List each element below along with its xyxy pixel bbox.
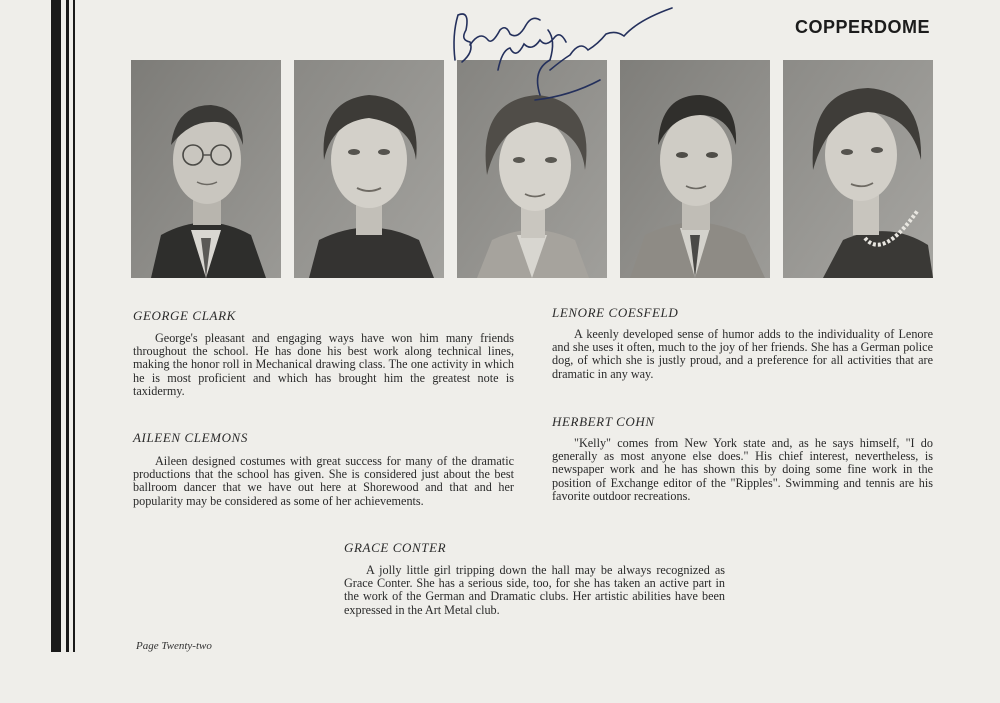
name-aileen-clemons: AILEEN CLEMONS (133, 430, 248, 445)
left-border-thin-rule (66, 0, 69, 652)
portrait-lenore-coesfeld (783, 60, 933, 278)
left-border-thin-rule-2 (73, 0, 75, 652)
name-grace-conter: GRACE CONTER (344, 540, 447, 555)
bio-george-clark: George's pleasant and engaging ways have won him many friends throughout the school. He has done his best work along technical lines, making the honor roll in Mechanical drawing class. The one activity in which he is most proficient and which has brought him the greatest note is taxidermy. (133, 331, 514, 398)
portrait-aileen-clemons (294, 60, 444, 278)
left-border-thick-rule (51, 0, 61, 652)
name-herbert-cohn: HERBERT COHN (552, 414, 655, 429)
portrait-george-clark (131, 60, 281, 278)
bio-aileen-clemons: Aileen designed costumes with great success for many of the dramatic productions that the school has given. She is considered just about the best ballroom dancer that we have out here at Shorewood and that and her popularity may be considered as some of her achievements. (133, 454, 514, 508)
bio-grace-conter: A jolly little girl tripping down the hall may be always recognized as Grace Conter. She has a serious side, too, for she has taken an active part in the work of the German and Dramatic clubs. Her artistic abilities have been expressed in the Art Metal club. (344, 563, 725, 617)
name-lenore-coesfeld: LENORE COESFELD (552, 305, 679, 320)
portrait-grace-conter (457, 60, 607, 278)
bio-lenore-coesfeld: A keenly developed sense of humor adds to the individuality of Lenore and she uses it often, much to the joy of her friends. She has a German police dog, of which she is justly proud, and a preference for all activities that are dramatic in any way. (552, 327, 933, 381)
page-number-label: Page Twenty-two (136, 640, 212, 652)
name-george-clark: GEORGE CLARK (133, 308, 236, 323)
bio-herbert-cohn: "Kelly" comes from New York state and, as he says himself, "I do generally as most anyone else does." His chief interest, nevertheless, is newspaper work and he has shown this by doing some fine work in the position of Exchange editor of the "Ripples". Swimming and tennis are his favorite outdoor recreations. (552, 436, 933, 503)
portrait-herbert-cohn (620, 60, 770, 278)
page-header-title: COPPERDOME (794, 17, 930, 37)
